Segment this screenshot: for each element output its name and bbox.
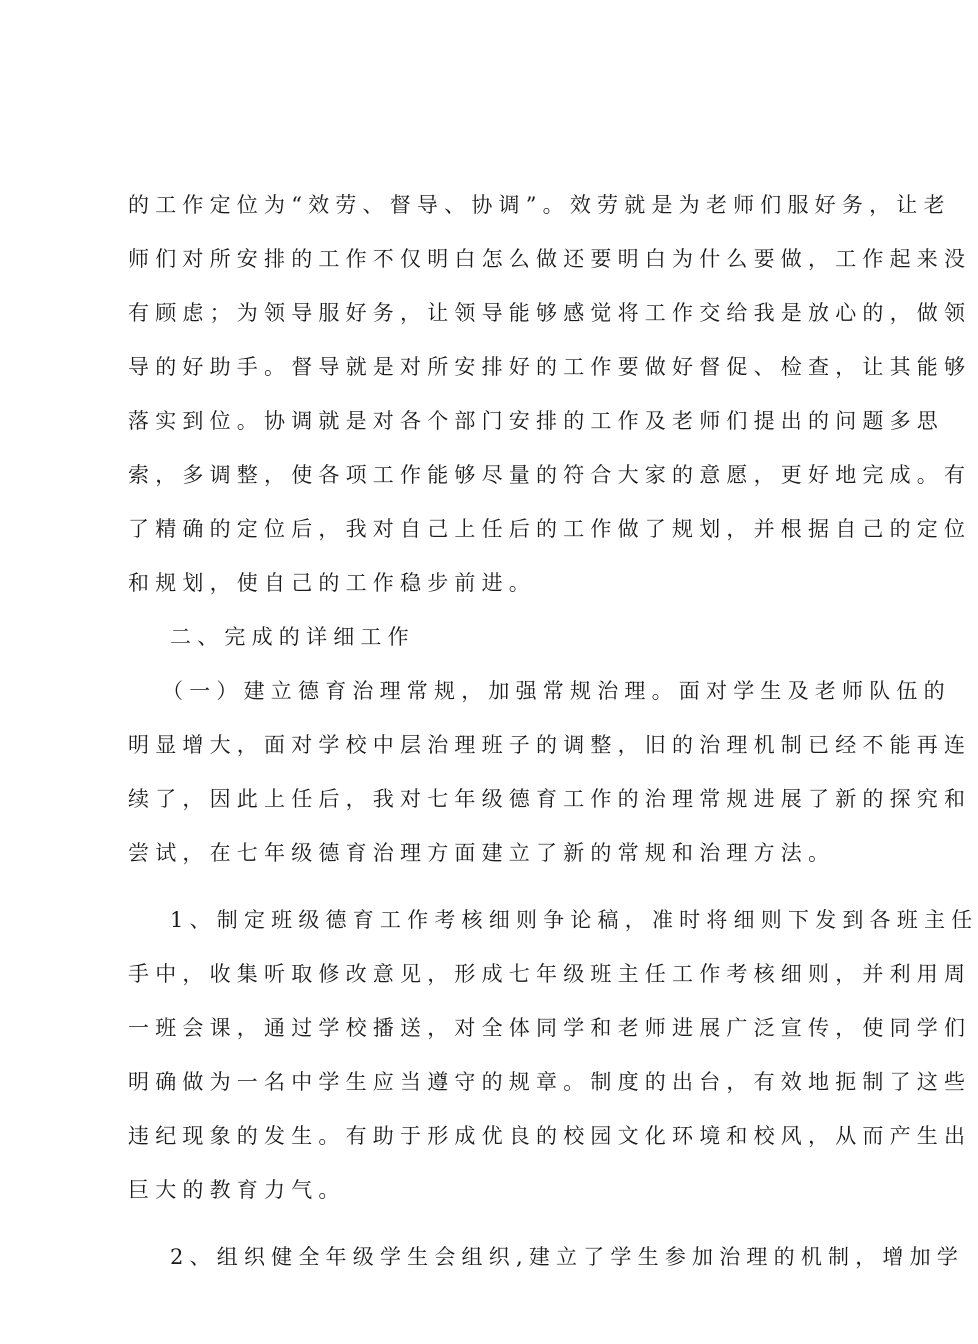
paragraph-line: 一班会课，通过学校播送，对全体同学和老师进展广泛宣传，使同学们 — [128, 1016, 972, 1040]
paragraph-line: 续了，因此上任后，我对七年级德育工作的治理常规进展了新的探究和 — [128, 787, 972, 811]
paragraph-line: 有顾虑；为领导服好务，让领导能够感觉将工作交给我是放心的，做领 — [128, 301, 972, 325]
paragraph-spacer — [128, 1217, 834, 1230]
section-heading-text: 二、完成的详细工作 — [170, 625, 415, 649]
paragraph-line: 尝试，在七年级德育治理方面建立了新的常规和治理方法。 — [128, 841, 836, 865]
paragraph-line: 巨大的教育力气。 — [128, 1178, 346, 1202]
document-body — [128, 178, 978, 1284]
paragraph-line: 索，多调整，使各项工作能够尽量的符合大家的意愿，更好地完成。有 — [128, 463, 972, 487]
paragraph-work-positioning — [128, 178, 972, 610]
paragraph-line: 2、组织健全年级学生会组织,建立了学生参加治理的机制，增加学 — [170, 1245, 965, 1269]
paragraph-item-2 — [128, 1230, 965, 1284]
paragraph-line: 手中，收集听取修改意见，形成七年级班主任工作考核细则，并利用周 — [128, 962, 972, 986]
section-heading — [128, 610, 834, 664]
paragraph-spacer — [128, 880, 834, 893]
paragraph-line: 师们对所安排的工作不仅明白怎么做还要明白为什么要做，工作起来没 — [128, 247, 972, 271]
paragraph-line: 1、制定班级德育工作考核细则争论稿，准时将细则下发到各班主任 — [170, 908, 978, 932]
paragraph-moral-management — [128, 664, 972, 880]
paragraph-line: 和规划，使自己的工作稳步前进。 — [128, 571, 536, 595]
paragraph-line: 的工作定位为“效劳、督导、协调”。效劳就是为老师们服好务，让老 — [128, 193, 951, 217]
paragraph-line: 违纪现象的发生。有助于形成优良的校园文化环境和校风，从而产生出 — [128, 1124, 972, 1148]
paragraph-line: 导的好助手。督导就是对所安排好的工作要做好督促、检查，让其能够 — [128, 355, 972, 379]
paragraph-line: （一）建立德育治理常规，加强常规治理。面对学生及老师队伍的 — [162, 679, 951, 703]
paragraph-line: 落实到位。协调就是对各个部门安排的工作及老师们提出的问题多思 — [128, 409, 944, 433]
paragraph-line: 明显增大，面对学校中层治理班子的调整，旧的治理机制已经不能再连 — [128, 733, 972, 757]
paragraph-line: 了精确的定位后，我对自己上任后的工作做了规划，并根据自己的定位 — [128, 517, 972, 541]
paragraph-item-1 — [128, 893, 978, 1217]
paragraph-line: 明确做为一名中学生应当遵守的规章。制度的出台，有效地扼制了这些 — [128, 1070, 972, 1094]
